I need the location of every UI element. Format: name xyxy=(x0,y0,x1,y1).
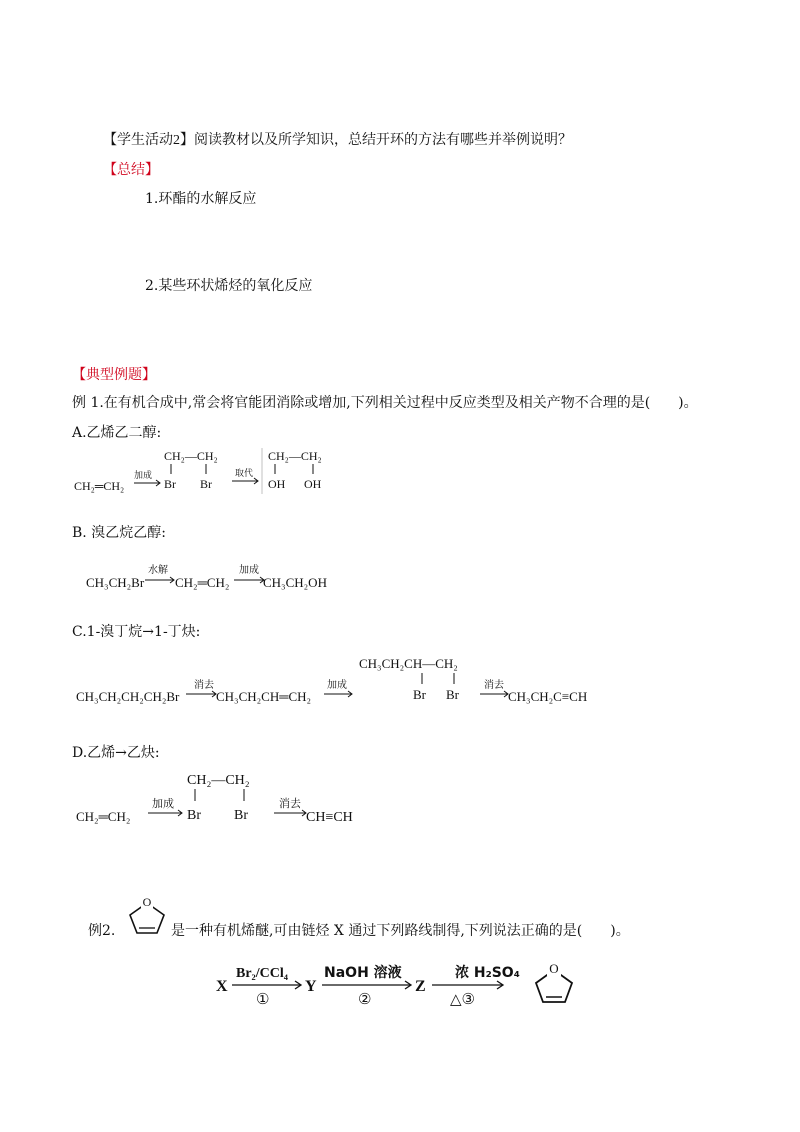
example1-question: 例 1.在有机合成中,常会将官能团消除或增加,下列相关过程中反应类型及相关产物不合理的是( )。 xyxy=(72,395,698,411)
example2-prefix: 例2. xyxy=(88,923,116,939)
option-c-label: C.1-溴丁烷→1-丁炔: xyxy=(72,624,201,640)
b-start: CH₃CH₂Br xyxy=(86,575,145,590)
activity-question xyxy=(103,129,572,149)
route-step1: ① xyxy=(256,990,270,1008)
c-end: CH₃CH₂C≡CH xyxy=(508,689,588,704)
c-br-1: Br xyxy=(413,687,426,702)
route-z: Z xyxy=(415,978,426,995)
b-end: CH₃CH₂OH xyxy=(263,575,327,590)
d-end: CH≡CH xyxy=(306,810,353,825)
example2-route xyxy=(210,958,590,1016)
a-step2: 取代 xyxy=(235,469,254,479)
activity-prefix: 【学生活动 xyxy=(103,132,173,148)
route-step3: △③ xyxy=(450,990,475,1008)
route-step2: ② xyxy=(358,990,372,1008)
d-start: CH₂═CH₂ xyxy=(76,809,131,824)
a-start: CH₂═CH₂ xyxy=(74,479,125,493)
c-mid: CH₃CH₂CH═CH₂ xyxy=(216,689,312,704)
route-product-structure xyxy=(536,961,572,1002)
c-step3: 消去 xyxy=(484,680,504,691)
a-br-2: Br xyxy=(200,477,212,491)
route-x: X xyxy=(216,978,228,995)
c-start: CH₃CH₂CH₂CH₂Br xyxy=(76,689,180,704)
summary-item-2: 2.某些环状烯烃的氧化反应 xyxy=(145,278,313,294)
c-step1: 消去 xyxy=(194,680,214,691)
a-end-top: CH₂—CH₂ xyxy=(268,449,322,463)
ring-oxygen-label: O xyxy=(142,895,152,909)
option-a-label: A.乙烯乙二醇: xyxy=(72,425,162,441)
b-step2: 加成 xyxy=(239,565,259,576)
a-oh-1: OH xyxy=(268,477,286,491)
c-dibromo-top: CH₃CH₂CH—CH₂ xyxy=(359,656,458,671)
option-d-label: D.乙烯→乙炔: xyxy=(72,745,160,761)
d-mid-top: CH₂—CH₂ xyxy=(187,773,250,788)
route-reagent2: NaOH 溶液 xyxy=(324,965,402,981)
summary-item-1: 1.环酯的水解反应 xyxy=(145,191,257,207)
option-a-scheme xyxy=(72,446,342,498)
option-d-scheme xyxy=(74,767,394,831)
activity-number: 2 xyxy=(173,133,180,148)
c-step2: 加成 xyxy=(327,680,347,691)
a-br-1: Br xyxy=(164,477,176,491)
a-step1: 加成 xyxy=(134,471,153,481)
dihydrofuran-structure xyxy=(124,893,170,937)
route-product-oxygen: O xyxy=(549,961,559,976)
option-c-scheme xyxy=(74,646,614,718)
summary-heading: 【总结】 xyxy=(103,162,159,178)
d-br-2: Br xyxy=(234,808,248,823)
option-b-scheme xyxy=(80,560,340,596)
c-br-2: Br xyxy=(446,687,459,702)
a-mid-top: CH₂—CH₂ xyxy=(164,449,218,463)
route-reagent3: 浓 H₂SO₄ xyxy=(455,965,520,981)
option-b-label: B. 溴乙烷乙醇: xyxy=(72,525,166,541)
examples-heading: 【典型例题】 xyxy=(72,367,156,383)
d-step1: 加成 xyxy=(152,797,174,810)
d-step2: 消去 xyxy=(279,797,301,810)
d-br-1: Br xyxy=(187,808,201,823)
route-reagent1: Br₂/CCl₄ xyxy=(236,966,288,981)
example2-question: 是一种有机烯醚,可由链烃 X 通过下列路线制得,下列说法正确的是( )。 xyxy=(171,923,630,939)
activity-text: 】阅读教材以及所学知识，总结开环的方法有哪些并举例说明？ xyxy=(180,132,572,148)
route-y: Y xyxy=(305,978,317,995)
a-oh-2: OH xyxy=(304,477,322,491)
b-step1: 水解 xyxy=(148,565,168,576)
b-mid: CH₂═CH₂ xyxy=(175,575,230,590)
